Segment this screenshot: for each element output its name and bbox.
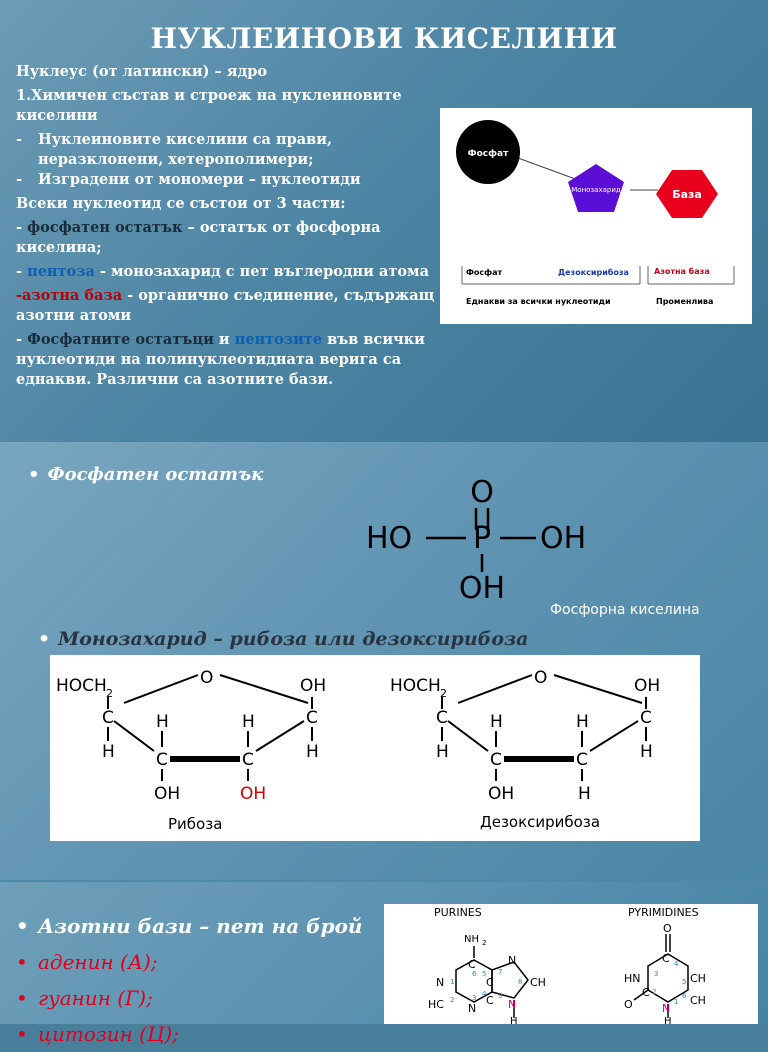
- pyrimidine-structure: [634, 934, 688, 1018]
- svg-text:H: H: [664, 1016, 672, 1027]
- bullet-phosphate: • Фосфатен остатък: [28, 464, 264, 485]
- svg-text:CH: CH: [690, 994, 706, 1007]
- svg-text:HN: HN: [624, 972, 641, 985]
- sugar-structures: [50, 655, 700, 841]
- term-pentose: пентоза: [27, 263, 95, 280]
- purines-label: PURINES: [434, 906, 482, 919]
- svg-text:5: 5: [482, 970, 487, 978]
- term-base: азотна база: [22, 287, 123, 304]
- svg-text:H: H: [102, 742, 115, 762]
- svg-text:N: N: [436, 976, 445, 989]
- term-phosphate: фосфатен остатък: [27, 219, 183, 236]
- atom-o-top: O: [470, 475, 494, 510]
- text-line: 1.Химичен състав и строеж на нуклеиновите киселини: [16, 87, 402, 124]
- nucleotide-diagram: [440, 108, 752, 324]
- svg-text:H: H: [306, 742, 319, 762]
- svg-text:C: C: [306, 708, 318, 728]
- caption-phosphoric-acid: Фосфорна киселина: [550, 602, 700, 618]
- ribose-name: Рибоза: [168, 815, 223, 833]
- deoxyribose-structure: [390, 668, 660, 831]
- atom-oh-bottom: OH: [458, 571, 506, 606]
- svg-text:4: 4: [674, 960, 679, 968]
- label-phosphate: Фосфат: [466, 268, 503, 277]
- part-phosphate: - фосфатен остатък – остатък от фосфорна киселина;: [16, 219, 381, 256]
- svg-text:8: 8: [518, 978, 523, 986]
- dash-text: Нуклеиновите киселини са прави, неразклонени, хетерополимери;: [38, 131, 333, 168]
- svg-text:H: H: [510, 1016, 518, 1027]
- svg-text:6: 6: [682, 992, 687, 1000]
- text-line: Всеки нуклеотид се състои от 3 части:: [16, 195, 346, 212]
- bullet-monosaccharide: • Монозахарид – рибоза или дезоксирибоза: [38, 628, 529, 650]
- part-pentose: - пентоза - монозахарид с пет въглеродни атома: [16, 263, 430, 280]
- svg-text:H: H: [576, 712, 589, 732]
- list-item: • цитозин (Ц);: [16, 1022, 179, 1046]
- svg-text:1: 1: [674, 998, 679, 1006]
- svg-text:C: C: [156, 750, 168, 770]
- term-phosphates: Фосфатните остатъци: [27, 331, 214, 348]
- pyrimidines-label: PYRIMIDINES: [628, 906, 699, 919]
- svg-text:H: H: [490, 712, 503, 732]
- atom-p: P: [472, 521, 492, 556]
- svg-text:2: 2: [652, 988, 657, 996]
- list-item: • Азотни бази – пет на брой: [16, 914, 363, 938]
- slide-components: [0, 442, 768, 882]
- svg-text:CH: CH: [690, 972, 706, 985]
- note-variable: Променлива: [656, 297, 714, 306]
- svg-text:C: C: [662, 952, 670, 965]
- svg-text:N: N: [508, 998, 517, 1011]
- svg-text:CH: CH: [530, 976, 546, 989]
- text-line: Нуклеус (от латински) – ядро: [16, 63, 268, 80]
- base-label: База: [672, 188, 702, 201]
- svg-text:OH: OH: [154, 784, 181, 804]
- deoxyribose-name: Дезоксирибоза: [480, 813, 601, 831]
- svg-text:2: 2: [450, 996, 455, 1004]
- svg-text:O: O: [663, 922, 672, 935]
- svg-text:N: N: [508, 954, 517, 967]
- svg-text:HC: HC: [428, 998, 444, 1011]
- svg-text:H: H: [640, 742, 653, 762]
- svg-text:1: 1: [450, 978, 455, 986]
- label-deoxyribose: Дезоксирибоза: [558, 268, 629, 277]
- dash-item: - Нуклеиновите киселини са прави, неразклонени, хетерополимери;: [16, 130, 456, 170]
- svg-text:C: C: [486, 976, 494, 989]
- svg-text:H: H: [156, 712, 169, 732]
- svg-text:OH: OH: [300, 676, 327, 696]
- svg-text:H: H: [242, 712, 255, 732]
- svg-text:H: H: [436, 742, 449, 762]
- part-base: -азотна база - органично съединение, съдържащ азотни атоми: [16, 287, 435, 324]
- label-nitrogen-base: Азотна база: [654, 267, 710, 276]
- svg-text:6: 6: [472, 970, 477, 978]
- slide-title: НУКЛЕИНОВИ КИСЕЛИНИ: [150, 22, 618, 55]
- atom-oh-right: OH: [540, 521, 587, 556]
- svg-text:N: N: [662, 1002, 671, 1015]
- list-item: • гуанин (Г);: [16, 986, 153, 1010]
- svg-text:9: 9: [498, 992, 503, 1000]
- svg-text:HOCH: HOCH: [390, 676, 441, 696]
- ribose-oh-red: OH: [240, 784, 267, 804]
- svg-text:C: C: [102, 708, 114, 728]
- svg-text:C: C: [436, 708, 448, 728]
- ribose-structure: [56, 668, 326, 833]
- svg-text:4: 4: [482, 990, 487, 998]
- svg-text:N: N: [468, 1002, 477, 1015]
- svg-text:5: 5: [682, 978, 687, 986]
- dash-item: - Изградени от мономери – нуклеотиди: [16, 171, 361, 188]
- svg-text:OH: OH: [488, 784, 515, 804]
- term-pentoses: пентозите: [234, 331, 323, 348]
- svg-text:7: 7: [498, 968, 503, 976]
- bases-list: [16, 908, 362, 1052]
- svg-text:C: C: [640, 708, 652, 728]
- phosphoric-acid-structure: [360, 472, 610, 606]
- slide-body-text: [16, 62, 456, 394]
- svg-text:C: C: [486, 994, 494, 1007]
- purines-pyrimidines-diagram: [384, 904, 758, 1027]
- svg-text:NH: NH: [464, 934, 479, 945]
- conclusion: - Фосфатните остатъци и пентозите във всички нуклеотиди на полинуклеотидната верига са еднакви. Различни са азотните бази.: [16, 331, 425, 388]
- svg-text:C: C: [642, 986, 650, 999]
- svg-text:HOCH: HOCH: [56, 676, 107, 696]
- svg-text:3: 3: [472, 994, 477, 1002]
- svg-text:OH: OH: [634, 676, 661, 696]
- svg-text:C: C: [576, 750, 588, 770]
- sugar-label: Монозахарид: [571, 186, 621, 194]
- svg-text:O: O: [200, 668, 214, 688]
- list-item: • аденин (А);: [16, 950, 158, 974]
- slide-nucleic-acids: [0, 0, 768, 442]
- svg-text:3: 3: [654, 970, 659, 978]
- atom-ho: HO: [366, 521, 413, 556]
- svg-text:C: C: [468, 958, 476, 971]
- svg-text:2: 2: [440, 687, 447, 700]
- svg-text:2: 2: [482, 939, 487, 947]
- svg-text:C: C: [242, 750, 254, 770]
- phosphate-label: Фосфат: [467, 149, 509, 159]
- svg-text:O: O: [534, 668, 548, 688]
- svg-text:H: H: [578, 784, 591, 804]
- svg-text:2: 2: [106, 687, 113, 700]
- dash-text: Изградени от мономери – нуклеотиди: [38, 171, 361, 188]
- svg-text:O: O: [624, 998, 633, 1011]
- slide-bases: [0, 882, 768, 1046]
- svg-text:C: C: [490, 750, 502, 770]
- note-same: Еднакви за всички нуклеотиди: [466, 297, 611, 306]
